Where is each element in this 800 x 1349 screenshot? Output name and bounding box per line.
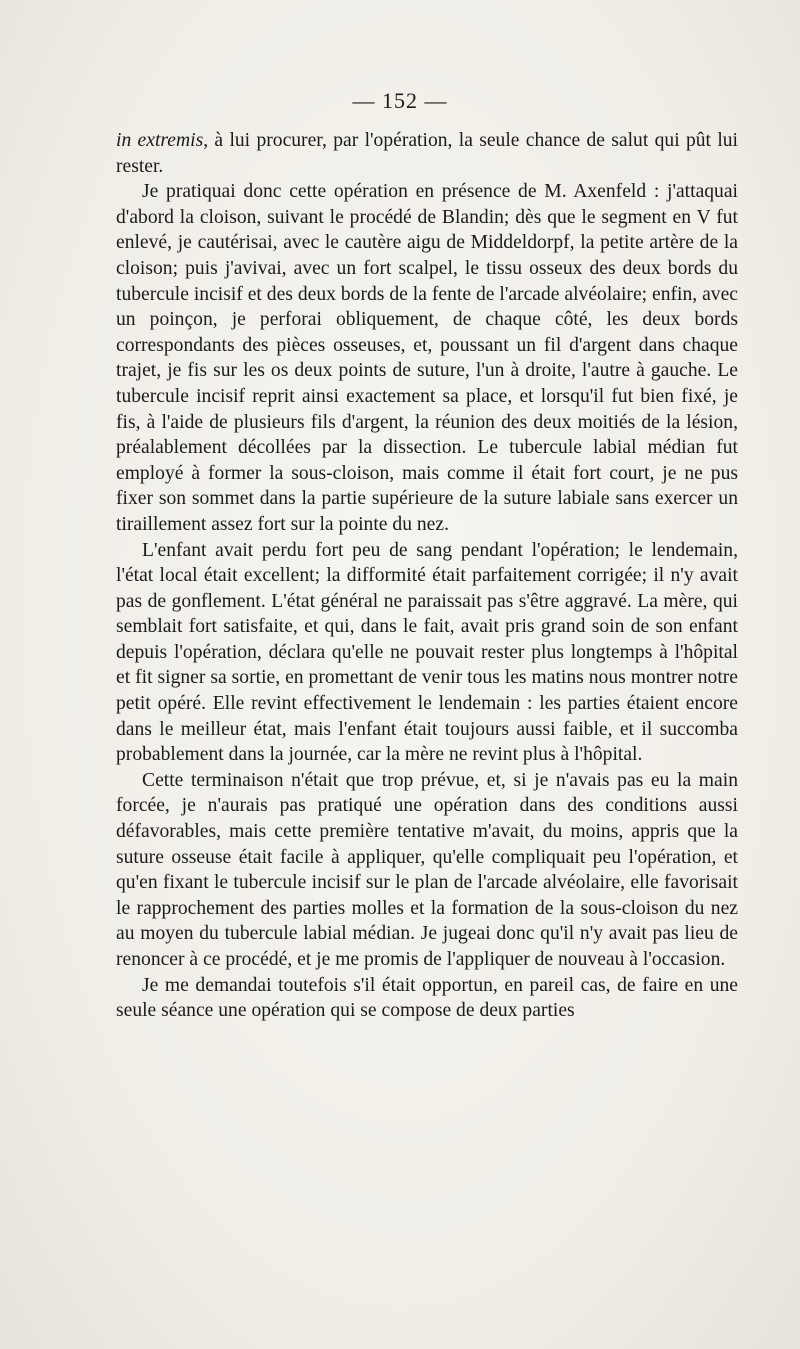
paragraph-3: L'enfant avait perdu fort peu de sang pendant l'opération; le lendemain, l'état local était excellent; la difformité était parfaitement corrigée; il n'y avait pas de gonflement. L'état général ne paraissait pas s'être aggravé. La mère, qui semblait fort satisfaite, et qui, dans le fait, avait pris grand soin de son enfant depuis l'opération, déclara qu'elle ne pouvait rester plus longtemps à l'hôpital et fit signer sa sortie, en promettant de venir tous les matins nous montrer notre petit opéré. Elle revint effectivement le lendemain : les parties étaient encore dans le meilleur état, mais l'enfant était toujours aussi faible, et il succomba probablement dans la journée, car la mère ne revint plus à l'hôpital. — [116, 539, 738, 766]
paragraph-5: Je me demandai toutefois s'il était opportun, en pareil cas, de faire en une seule séance une opération qui se compose de deux parties — [116, 974, 738, 1022]
paragraph-4: Cette terminaison n'était que trop prévue, et, si je n'avais pas eu la main forcée, je n'aurais pas pratiqué une opération dans des conditions aussi défavorables, mais cette première tentative m'avait, du moins, appris que la suture osseuse était facile à appliquer, qu'elle compliquait peu l'opération, et qu'en fixant le tubercule incisif sur le plan de l'arcade alvéolaire, elle favorisait le rapprochement des parties molles et la formation de la sous-cloison du nez au moyen du tubercule labial médian. Je jugeai donc qu'il n'y avait pas lieu de renoncer à ce procédé, et je me promis de l'appliquer de nouveau à l'occasion. — [116, 769, 738, 970]
italic-phrase: in extremis — [116, 130, 204, 151]
paragraph-2: Je pratiquai donc cette opération en présence de M. Axenfeld : j'attaquai d'abord la cloison, suivant le procédé de Blandin; dès que le segment en V fut enlevé, je cautérisai, avec le cautère aigu de Middeldorpf, la petite artère de la cloison; puis j'avivai, avec un fort scalpel, le tissu osseux des deux bords du tubercule incisif et des deux bords de la fente de l'arcade alvéolaire; enfin, avec un poinçon, je perforai obliquement, de chaque côté, les deux bords correspondants des pièces osseuses, et, poussant un fil d'argent dans chaque trajet, je fis sur les os deux points de suture, l'un à droite, l'autre à gauche. Le tubercule incisif reprit ainsi exactement sa place, et lorsqu'il fut bien fixé, je fis, à l'aide de plusieurs fils d'argent, la réunion des deux moitiés de la lésion, préalablement décollées par la dissection. Le tubercule labial médian fut employé à former la sous-cloison, mais comme il était fort court, je ne pus fixer son sommet dans la partie supérieure de la suture labiale sans exercer un tiraillement assez fort sur la pointe du nez. — [116, 181, 738, 535]
page-number: — 152 — — [352, 88, 448, 113]
paragraph-1 — [116, 128, 738, 179]
paragraph-1-text: , à lui procurer, par l'opération, la seule chance de salut qui pût lui rester. — [116, 130, 738, 177]
body-text — [116, 128, 738, 1024]
